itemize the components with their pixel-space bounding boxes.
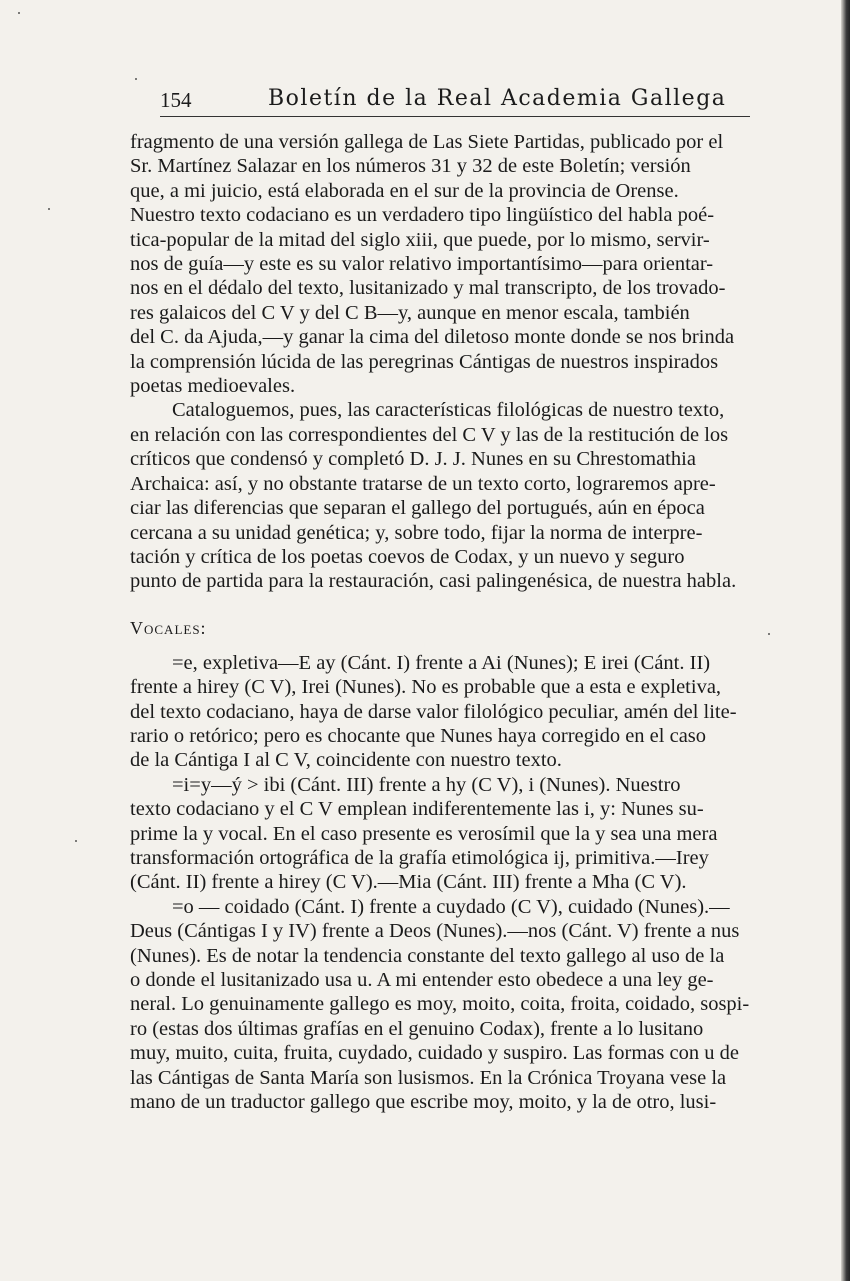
text-line: nos en el dédalo del texto, lusitanizado y mal transcripto, de los trovado- bbox=[130, 277, 726, 300]
text-line: o donde el lusitanizado usa u. A mi entender esto obedece a una ley ge- bbox=[130, 969, 714, 991]
text-line: tica-popular de la mitad del siglo xiii, que puede, por lo mismo, servir- bbox=[130, 228, 710, 251]
paragraph-vowel-i bbox=[130, 773, 752, 895]
text-line: Nuestro texto codaciano es un verdadero tipo lingüístico del habla poé- bbox=[130, 204, 715, 227]
text-line: ro (estas dos últimas grafías en el genuino Codax), frente a lo lusitano bbox=[130, 1017, 704, 1040]
text-line: frente a hirey (C V), Irei (Nunes). No es probable que a esta e expletiva, bbox=[130, 676, 722, 699]
page-edge-shadow bbox=[841, 0, 850, 1281]
paragraph-cataloguemos bbox=[130, 398, 752, 593]
text-line: del texto codaciano, haya de darse valor filológico peculiar, amén del lite- bbox=[130, 700, 737, 723]
paragraph-vowel-o bbox=[130, 895, 752, 1115]
text-line: que, a mi juicio, está elaborada en el sur de la provincia de Orense. bbox=[130, 179, 679, 202]
text-line: =o — coidado (Cánt. I) frente a cuydado (C V), cuidado (Nunes).— bbox=[172, 895, 730, 918]
text-line: críticos que condensó y completó D. J. J. Nunes en su Chrestomathia bbox=[130, 448, 696, 471]
paragraph-vowel-e bbox=[130, 651, 752, 773]
text-line: res galaicos del C V y del C B—y, aunque en menor escala, también bbox=[130, 301, 690, 324]
text-line: cercana a su unidad genética; y, sobre todo, fijar la norma de interpre- bbox=[130, 521, 703, 544]
text-line: tación y crítica de los poetas coevos de Codax, y un nuevo y seguro bbox=[130, 545, 685, 568]
scan-speck bbox=[48, 208, 50, 210]
running-title: Boletín de la Real Academia Gallega bbox=[268, 86, 727, 111]
text-line: mano de un traductor gallego que escribe moy, moito, y la de otro, lusi- bbox=[130, 1091, 717, 1114]
scan-speck bbox=[75, 840, 77, 842]
text-line: muy, muito, cuita, fruita, cuydado, cuidado y suspiro. Las formas con u de bbox=[130, 1042, 739, 1065]
scan-speck bbox=[135, 78, 137, 80]
text-line: Sr. Martínez Salazar en los números 31 y 32 de este Boletín; versión bbox=[130, 155, 691, 178]
text-line: las Cántigas de Santa María son lusismos. En la Crónica Troyana vese la bbox=[130, 1066, 727, 1089]
text-line: Archaica: así, y no obstante tratarse de un texto corto, lograremos apre- bbox=[130, 472, 716, 495]
scan-speck bbox=[768, 633, 770, 635]
text-line: Deus (Cántigas I y IV) frente a Deos (Nunes).—nos (Cánt. V) frente a nus bbox=[130, 920, 740, 943]
text-line: en relación con las correspondientes del C V y las de la restitución de los bbox=[130, 423, 729, 446]
page-number: 154 bbox=[160, 88, 192, 112]
paragraph-continuation bbox=[130, 130, 752, 398]
text-line: del C. da Ajuda,—y ganar la cima del diletoso monte donde se nos brinda bbox=[130, 326, 735, 349]
text-line: (Cánt. II) frente a hirey (C V).—Mia (Cánt. III) frente a Mha (C V). bbox=[130, 871, 687, 894]
text-line: nos de guía—y este es su valor relativo importantísimo—para orientar- bbox=[130, 253, 714, 276]
text-line: =e, expletiva—E ay (Cánt. I) frente a Ai (Nunes); E irei (Cánt. II) bbox=[172, 651, 711, 674]
text-line: transformación ortográfica de la grafía etimológica ij, primitiva.—Irey bbox=[130, 846, 709, 869]
text-line: ciar las diferencias que separan el gallego del portugués, aún en época bbox=[130, 497, 705, 520]
text-line: de la Cántiga I al C V, coincidente con nuestro texto. bbox=[130, 749, 562, 772]
text-line: =i=y—ý > ibi (Cánt. III) frente a hy (C V), i (Nunes). Nuestro bbox=[172, 773, 681, 796]
text-line: prime la y vocal. En el caso presente es verosímil que la y sea una mera bbox=[130, 822, 718, 845]
text-line: texto codaciano y el C V emplean indiferentemente las i, y: Nunes su- bbox=[130, 798, 704, 821]
text-line: neral. Lo genuinamente gallego es moy, moito, coita, froita, coidado, sospi- bbox=[130, 993, 750, 1016]
section-heading-vocales: Vocales: bbox=[130, 617, 207, 638]
running-header bbox=[160, 86, 750, 117]
scan-speck bbox=[18, 12, 20, 14]
text-line: fragmento de una versión gallega de Las Siete Partidas, publicado por el bbox=[130, 131, 724, 153]
page-body bbox=[130, 130, 752, 1114]
text-line: Cataloguemos, pues, las características filológicas de nuestro texto, bbox=[172, 399, 725, 422]
text-line: poetas medioevales. bbox=[130, 375, 296, 398]
text-line: (Nunes). Es de notar la tendencia constante del texto gallego al uso de la bbox=[130, 944, 725, 967]
text-line: punto de partida para la restauración, casi palingenésica, de nuestra habla. bbox=[130, 570, 737, 593]
text-line: la comprensión lúcida de las peregrinas Cántigas de nuestros inspirados bbox=[130, 350, 719, 373]
text-line: rario o retórico; pero es chocante que Nunes haya corregido en el caso bbox=[130, 724, 707, 747]
